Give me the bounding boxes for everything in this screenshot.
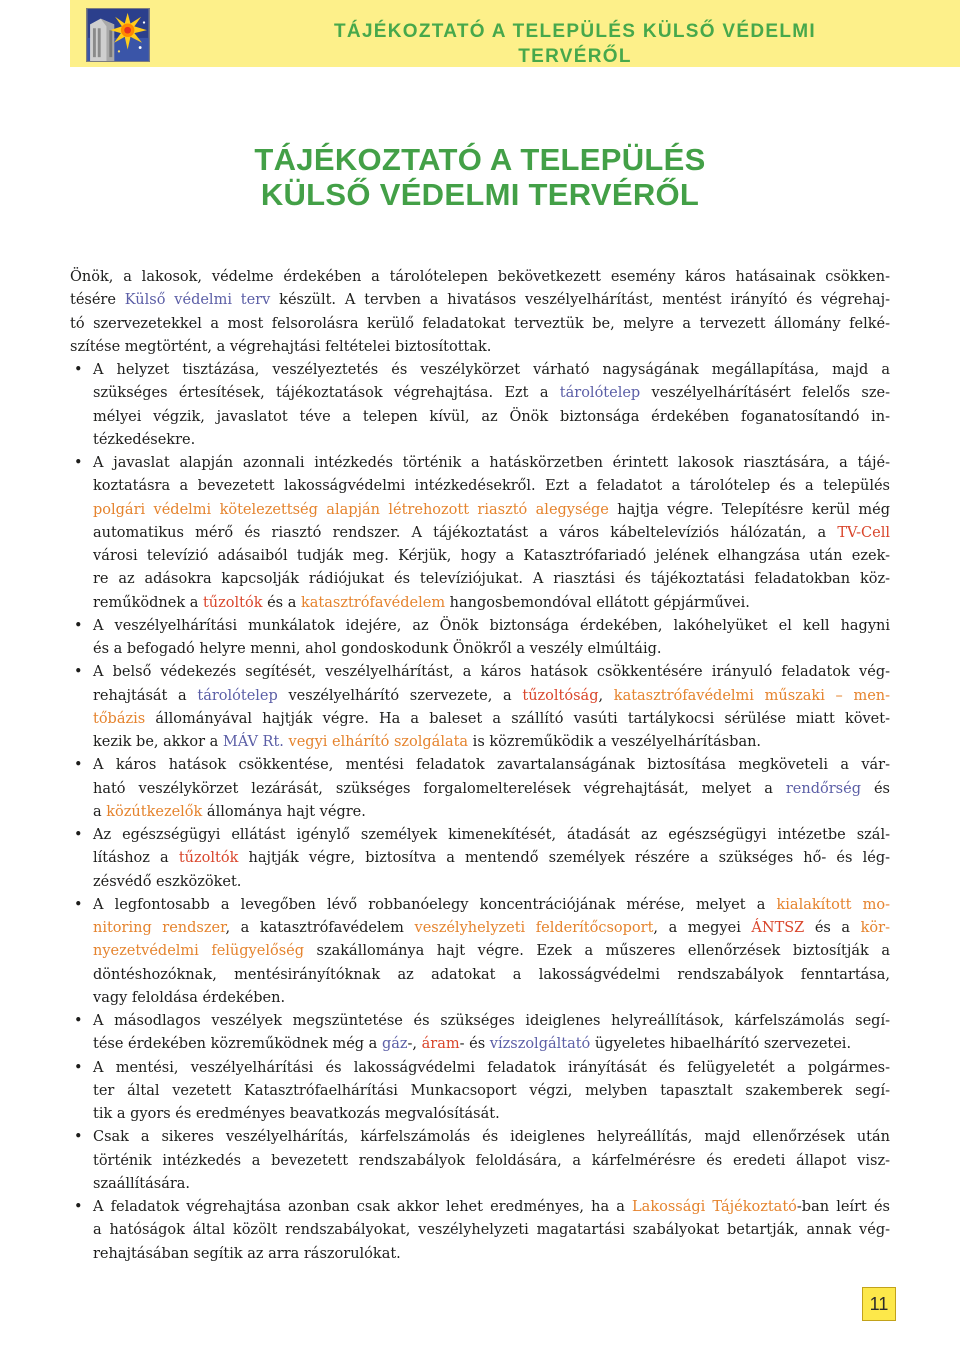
- text-run: történik intézkedés a bevezetett rendszabályok feloldására, a kárfelmérésre és eredeti állapot visz-: [93, 1152, 890, 1169]
- text-line: [93, 871, 890, 894]
- text-run: zésvédő eszközöket.: [93, 873, 242, 890]
- highlighted-term: polgári védelmi kötelezettség alapján létrehozott riasztó alegysége: [93, 501, 609, 518]
- bullet-item: [70, 754, 890, 824]
- building-explosion-logo-icon: [86, 8, 150, 62]
- bullet-item: [70, 1196, 890, 1266]
- text-run: veszélyelhárításért felelős sze-: [640, 385, 890, 402]
- highlighted-term: ÁNTSZ: [751, 920, 805, 936]
- text-run: tése érdekében közreműködnek még a: [93, 1036, 382, 1053]
- text-line: [93, 940, 890, 963]
- text-run: koztatásra a bevezetett lakosságvédelmi intézkedésekről. Ezt a feladatot a tárolótelep és a település: [93, 478, 890, 495]
- highlighted-term: TV-Cell: [837, 524, 890, 541]
- text-line: [93, 708, 890, 731]
- text-run: szükséges értesítések, tájékoztatások végrehajtása. Ezt a: [93, 385, 560, 402]
- text-line: [93, 568, 890, 591]
- highlighted-term: tűzoltók: [202, 594, 263, 611]
- page-number: 11: [862, 1287, 896, 1321]
- highlighted-term: katasztrófavédelmi műszaki – men-: [613, 687, 891, 704]
- text-run: Csak a sikeres veszélyelhárítás, kárfelszámolás és ideiglenes helyreállítás, majd ellenőrzések után: [93, 1129, 890, 1146]
- text-line: [93, 1150, 890, 1173]
- highlighted-term: tűzoltók: [178, 850, 239, 867]
- text-run: hajtják végre, biztosítva a mentendő személyek részére a szükséges hő- és lég-: [238, 850, 891, 867]
- text-run: , a megyei: [653, 920, 752, 936]
- text-run: szítése megtörtént, a végrehajtási feltételei biztosítottak.: [70, 338, 492, 355]
- text-line: [93, 1196, 890, 1219]
- text-run: veszélyelhárító szervezete, a: [277, 687, 523, 704]
- text-run: tó szervezetekkel a most felsorolásra kerülő feladatokat terveztük be, melyre a tervezett állomány felké-: [70, 315, 890, 332]
- highlighted-term: vegyi elhárító szolgálata: [288, 734, 469, 750]
- bullet-item: [70, 894, 890, 1010]
- running-header: [300, 19, 850, 69]
- text-run: és a: [804, 920, 861, 936]
- text-line: [93, 615, 890, 638]
- text-line: [93, 1010, 890, 1033]
- text-run: Az egészségügyi ellátást igénylő személyek kimenekítését, átadását az egészségügyi intézetbe szál-: [93, 827, 890, 843]
- intro-paragraph: [70, 266, 890, 359]
- text-line: [93, 661, 890, 684]
- text-line: [93, 452, 890, 475]
- bullet-item: [70, 1010, 890, 1057]
- text-line: [70, 336, 890, 359]
- text-run: automatikus mérő és riasztó rendszer. A tájékoztatást a város kábeltelevíziós hálózatán, a: [93, 524, 838, 541]
- text-run: A feladatok végrehajtása azonban csak akkor lehet eredményes, ha a: [93, 1199, 633, 1215]
- bullet-item: [70, 359, 890, 452]
- text-line: [93, 1126, 890, 1149]
- text-run: , a katasztrófavédelem: [225, 920, 415, 936]
- text-run: -ban leírt és: [796, 1199, 890, 1215]
- text-run: reműködnek a: [93, 594, 203, 611]
- text-line: [93, 987, 890, 1010]
- highlighted-term: vízszolgáltató: [489, 1036, 591, 1053]
- text-line: [93, 778, 890, 801]
- text-line: [93, 1219, 890, 1242]
- text-run: re az adásokra kapcsolják rádiójukat és televíziójukat. A riasztási és tájékoztatási feladatokban köz-: [93, 571, 890, 588]
- text-line: [93, 731, 890, 754]
- bullet-item: [70, 452, 890, 615]
- page-title-line-2: KÜLSŐ VÉDELMI TERVÉRŐL: [260, 177, 700, 212]
- text-line: [93, 894, 890, 917]
- text-run: szakállománya hajt végre. Ezek a műszeres ellenőrzések biztosítják a: [304, 943, 890, 960]
- highlighted-term: veszélyhelyzeti felderítőcsoport: [414, 920, 654, 936]
- highlighted-term: Lakossági Tájékoztató: [632, 1199, 797, 1215]
- text-run: döntéshozóknak, mentésirányítóknak az adatokat a lakosságvédelmi rendszabályok fenntartása,: [93, 966, 890, 983]
- bullet-list: [70, 359, 890, 1266]
- text-line: [93, 1103, 890, 1126]
- text-line: [70, 289, 890, 312]
- highlighted-term: gáz: [381, 1036, 408, 1053]
- highlighted-term: katasztrófavédelem: [300, 594, 446, 611]
- text-run: A veszélyelhárítási munkálatok idejére, az Önök biztonsága érdekében, lakóhelyüket el kell hagyni: [93, 617, 890, 634]
- text-run: tézkedésekre.: [93, 431, 196, 448]
- bullet-item: [70, 615, 890, 662]
- highlighted-term: kör-: [860, 920, 890, 936]
- highlighted-term: kialakított mo-: [776, 896, 890, 913]
- text-line: [93, 1173, 890, 1196]
- highlighted-term: áram: [421, 1036, 460, 1053]
- text-line: [93, 499, 890, 522]
- text-line: [93, 638, 890, 661]
- text-line: [93, 429, 890, 452]
- text-line: [93, 406, 890, 429]
- text-line: [93, 685, 890, 708]
- text-run: - és: [459, 1036, 490, 1053]
- text-line: [93, 1080, 890, 1103]
- text-run: hajtja végre. Telepítésre kerül még: [608, 501, 890, 518]
- text-run: tik a gyors és eredményes beavatkozás megvalósítását.: [93, 1106, 500, 1122]
- text-run: és a: [262, 594, 301, 611]
- text-run: -,: [407, 1036, 422, 1053]
- text-line: [93, 1057, 890, 1080]
- text-run: A belső védekezés segítését, veszélyelhárítást, a káros hatások csökkentésére irányuló feladatok vég-: [93, 664, 890, 681]
- text-run: A javaslat alapján azonnali intézkedés történik a hatáskörzetben érintett lakosok riasztására, a tájé-: [93, 455, 890, 471]
- text-line: [93, 1243, 890, 1266]
- highlighted-term: nitoring rendszer: [93, 920, 226, 936]
- running-header-line-2: TERVÉRŐL: [518, 46, 632, 67]
- text-run: Önök, a lakosok, védelme érdekében a tárolótelepen bekövetkezett esemény káros hatásainak csökken-: [70, 269, 890, 285]
- text-run: ható veszélykörzet lezárását, szükséges forgalomelterelések végrehajtását, melyet a: [93, 780, 786, 797]
- text-line: [93, 1033, 890, 1056]
- text-run: is közreműködik a veszélyelhárításban.: [468, 734, 762, 750]
- highlighted-term: tűzoltóság: [522, 687, 599, 704]
- text-run: állományával hajtják végre. Ha a baleset a szállító vasúti tartálykocsi sérülése miatt követ-: [145, 710, 890, 727]
- highlighted-term: MÁV Rt.: [222, 734, 284, 750]
- text-run: hangosbemondóval ellátott gépjárművei.: [445, 594, 750, 611]
- text-run: állománya hajt végre.: [202, 803, 366, 820]
- bullet-item: [70, 824, 890, 894]
- bullet-item: [70, 1126, 890, 1196]
- text-run: ,: [598, 687, 614, 704]
- text-line: [93, 824, 890, 847]
- text-run: mélyei végzik, javaslatot téve a telepen kívül, az Önök biztonsága érdekében foganatosítandó in-: [93, 408, 890, 425]
- highlighted-term: Külső védelmi terv: [124, 292, 271, 309]
- bullet-item: [70, 661, 890, 754]
- highlighted-term: közútkezelők: [106, 803, 203, 820]
- text-line: [93, 545, 890, 568]
- text-line: [93, 475, 890, 498]
- bullet-item: [70, 1057, 890, 1127]
- text-line: [93, 522, 890, 545]
- text-run: szaállítására.: [93, 1175, 191, 1192]
- text-run: városi televízió adásaiból tudják meg. Kérjük, hogy a Katasztrófariadó jelének elhangzása után ezek-: [93, 548, 890, 564]
- text-line: [93, 359, 890, 382]
- page-title-line-1: TÁJÉKOZTATÓ A TELEPÜLÉS: [254, 142, 706, 177]
- text-run: rehajtását a: [93, 687, 198, 704]
- text-line: [93, 592, 890, 615]
- text-run: készült. A tervben a hivatásos veszélyelhárítást, mentést irányító és végrehaj-: [270, 292, 890, 309]
- highlighted-term: tárolótelep: [559, 385, 641, 402]
- text-line: [93, 754, 890, 777]
- text-line: [70, 266, 890, 289]
- text-line: [70, 313, 890, 336]
- text-line: [93, 964, 890, 987]
- text-run: tésére: [70, 292, 125, 309]
- text-run: a: [93, 803, 107, 820]
- page-title: [0, 142, 960, 212]
- text-line: [93, 917, 890, 940]
- text-run: és: [860, 780, 890, 797]
- text-run: ügyeletes hibaelhárító szervezetei.: [590, 1036, 852, 1053]
- text-run: lításhoz a: [93, 850, 179, 867]
- text-run: és a befogadó helyre menni, ahol gondoskodunk Önökről a veszély elmúltáig.: [93, 641, 662, 657]
- highlighted-term: tőbázis: [93, 710, 146, 727]
- text-line: [93, 847, 890, 870]
- text-run: A helyzet tisztázása, veszélyeztetés és veszélykörzet várható nagyságának megállapítása, majd a: [93, 362, 890, 378]
- text-line: [93, 801, 890, 824]
- text-line: [93, 382, 890, 405]
- text-run: A káros hatások csökkentése, mentési feladatok zavartalanságának biztosítása megköveteli a vár-: [93, 757, 890, 774]
- highlighted-term: rendőrség: [785, 780, 861, 797]
- text-run: A legfontosabb a levegőben lévő robbanóelegy koncentrációjának mérése, melyet a: [93, 896, 777, 913]
- text-run: A másodlagos veszélyek megszüntetése és szükséges ideiglenes helyreállítások, kárfelszámolás segí-: [93, 1013, 890, 1029]
- text-run: ter által vezetett Katasztrófaelhárítási Munkacsoport végzi, melyben tapasztalt szakemberek segí-: [93, 1082, 890, 1099]
- text-run: vagy feloldása érdekében.: [93, 989, 286, 1006]
- running-header-line-1: TÁJÉKOZTATÓ A TELEPÜLÉS KÜLSŐ VÉDELMI: [334, 21, 816, 42]
- highlighted-term: nyezetvédelmi felügyelőség: [93, 943, 304, 960]
- text-run: a hatóságok által közölt rendszabályokat, veszélyhelyzeti magatartási szabályokat betartják, annak vég-: [93, 1222, 890, 1239]
- highlighted-term: tárolótelep: [197, 687, 278, 704]
- text-run: rehajtásában segítik az arra rászorulókat.: [93, 1245, 401, 1262]
- body-text: [70, 266, 890, 1266]
- text-run: A mentési, veszélyelhárítási és lakosságvédelmi feladatok irányítását és felügyeletét a polgármes-: [93, 1059, 890, 1076]
- text-run: kezik be, akkor a: [93, 734, 223, 750]
